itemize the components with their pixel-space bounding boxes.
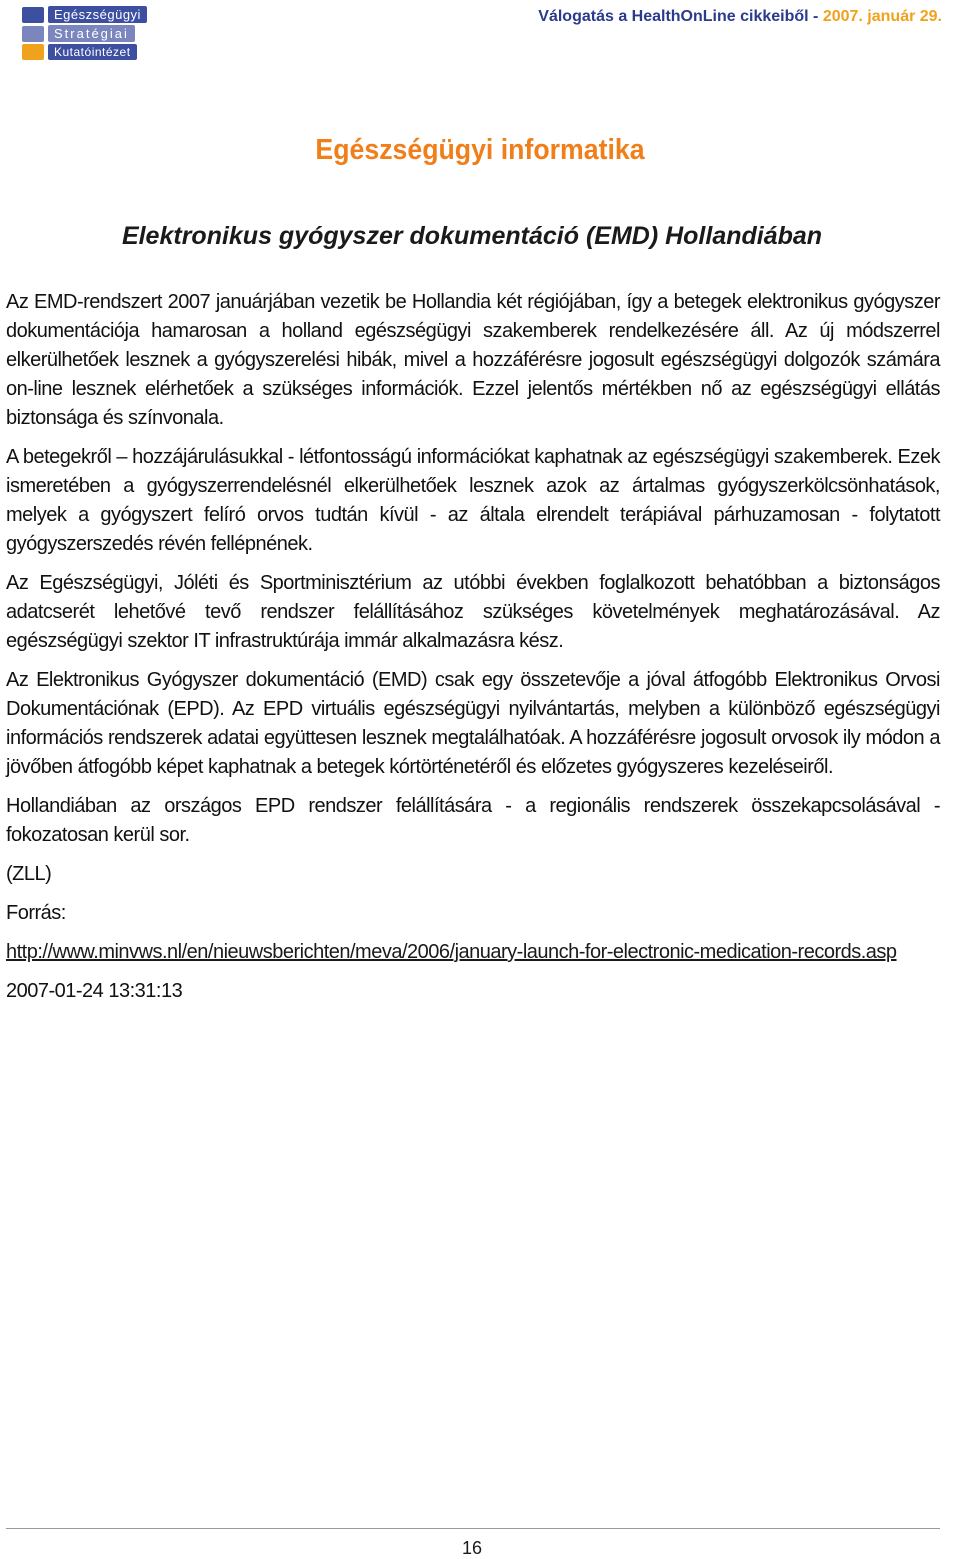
logo-line-3: Kutatóintézet (48, 44, 137, 60)
paragraph-4: Az Elektronikus Gyógyszer dokumentáció (EMD) csak egy összetevője a jóval átfogóbb Elektronikus Orvosi Dokumentációnak (EPD). Az EPD virtuális egészségügyi nyilvántartás, melyben a különböző egészségügyi információs rendszerek adatai együttesen lesznek megtalálhatóak. A hozzáférésre jogosult orvosok ily módon a jövőben átfogóbb képet kaphatnak a betegek kórtörténetéről és előzetes gyógyszeres kezeléseiről. (6, 669, 940, 778)
paragraph-1: Az EMD-rendszert 2007 januárjában vezetik be Hollandia két régiójában, így a betegek elektronikus gyógyszer dokumentációja hamarosan a holland egészségügyi szakemberek rendelkezésére áll. Az új módszerrel elkerülhetőek lesznek a gyógyszerelési hibák, mivel a hozzáférésre jogosult egészségügyi dolgozók számára on-line lesznek elérhetőek a szükséges információk. Ezzel jelentős mértékben nő az egészségügyi ellátás biztonsága és színvonala. (6, 291, 940, 429)
logo-row-3 (22, 44, 137, 60)
logo (22, 4, 142, 62)
source-paragraph (6, 938, 940, 967)
logo-square-icon (22, 44, 44, 60)
logo-square-icon (22, 26, 44, 42)
header-publication-date: 2007. január 29. (822, 8, 942, 25)
article-title: Elektronikus gyógyszer dokumentáció (EMD) Hollandiában (121, 222, 823, 250)
source-label: Forrás: (6, 902, 66, 924)
logo-line-1: Egészségügyi (48, 6, 147, 23)
article-body (6, 288, 940, 1016)
paragraph-5: Hollandiában az országos EPD rendszer felállítására - a regionális rendszerek összekapcsolásával - fokozatosan kerül sor. (6, 795, 940, 846)
paragraph-2: A betegekről – hozzájárulásukkal - létfontosságú információkat kaphatnak az egészségügyi szakemberek. Ezek ismeretében a gyógyszerrendelésnél elkerülhetőek lesznek azok az ártalmas gyógyszerkölcsönhatások, melyek a gyógyszert felíró orvos tudtán kívül - az általa elrendelt terápiával párhuzamosan - folytatott gyógyszerszedés révén fellépnének. (6, 446, 940, 555)
header-publication-info (538, 8, 942, 26)
logo-row-1 (22, 6, 147, 23)
source-code: (ZLL) (6, 863, 52, 885)
logo-line-2: Stratégiai (48, 25, 135, 42)
source-link[interactable]: http://www.minvws.nl/en/nieuwsberichten/meva/2006/january-launch-for-electronic-medication-records.asp (6, 941, 897, 963)
footer-divider (6, 1528, 940, 1529)
page-number: 16 (461, 1538, 483, 1558)
paragraph-3: Az Egészségügyi, Jóléti és Sportminisztérium az utóbbi években foglalkozott behatóbban a biztonságos adatcserét lehetővé tevő rendszer felállításához szükséges követelmények meghatározásával. Az egészségügyi szektor IT infrastruktúrája immár alkalmazásra kész. (6, 572, 940, 652)
section-title: Egészségügyi informatika (315, 134, 645, 166)
logo-row-2 (22, 25, 135, 42)
logo-square-icon (22, 7, 44, 23)
header-publication-title: Válogatás a HealthOnLine cikkeiből - (538, 8, 823, 25)
timestamp: 2007-01-24 13:31:13 (6, 980, 183, 1002)
